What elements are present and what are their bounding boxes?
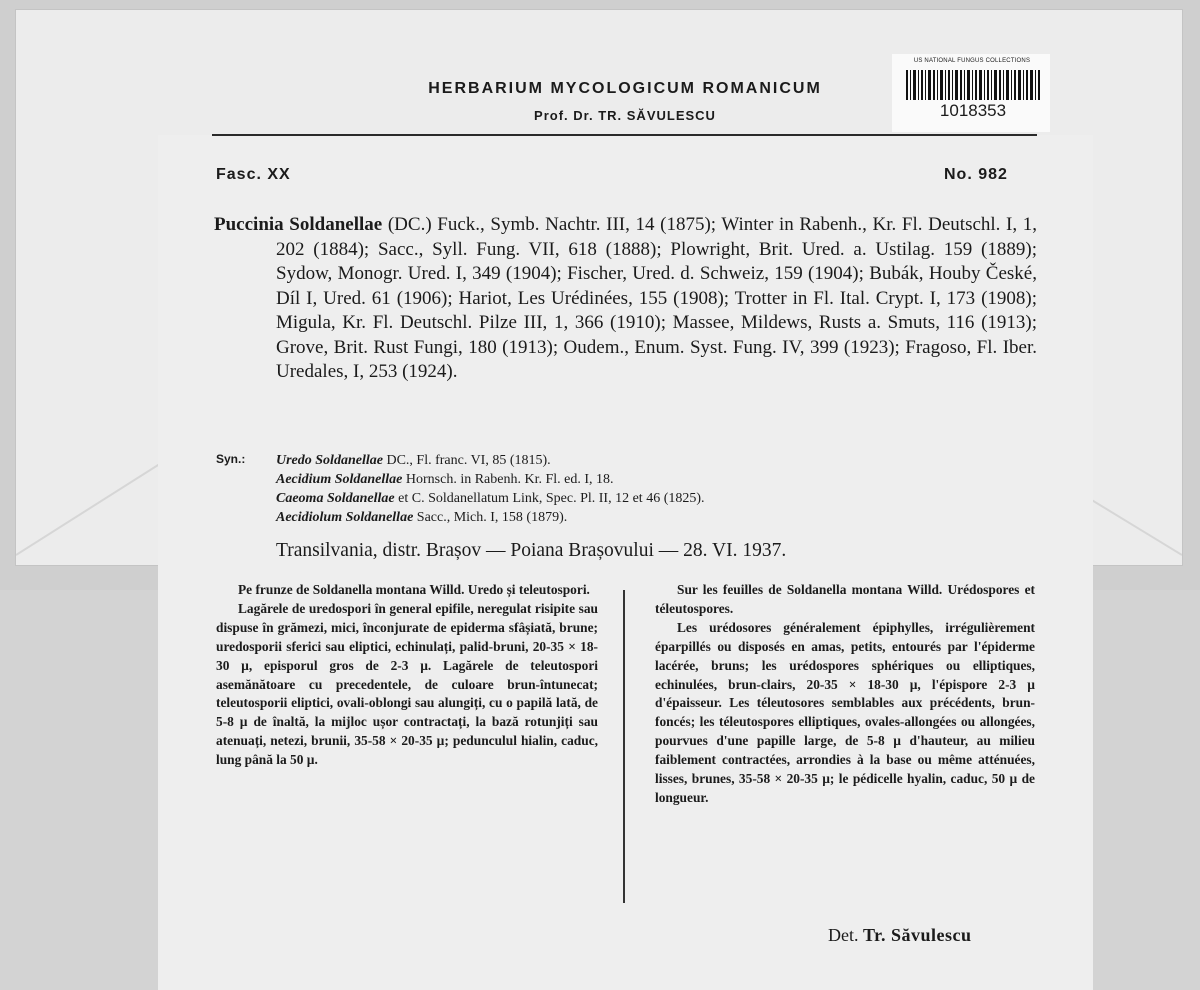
herbarium-subtitle: Prof. Dr. TR. SĂVULESCU [534,108,716,123]
species-name: Puccinia Soldanellae [214,214,383,235]
collection-locality: Transilvania, distr. Brașov — Poiana Brașovului — 28. VI. 1937. [276,540,787,561]
determiner [828,925,972,946]
header-rule [212,134,1037,136]
synonym-item: Caeoma Soldanellae et C. Soldanellatum Link, Spec. Pl. II, 12 et 46 (1825). [276,491,705,506]
barcode-caption: US NATIONAL FUNGUS COLLECTIONS [913,58,1031,64]
column-divider [623,590,625,903]
synonyms-label: Syn.: [216,452,246,466]
description-french [655,581,1035,808]
barcode-number: 1018353 [939,101,1007,120]
barcode-icon [906,70,1040,100]
determiner-prefix: Det. [828,925,859,945]
determiner-name: Tr. Săvulescu [863,925,972,945]
synonym-item: Aecidiolum Soldanellae Sacc., Mich. I, 158 (1879). [276,510,568,525]
romanian-paragraph: Pe frunze de Soldanella montana Willd. Uredo și teleutospori. [238,582,590,597]
synonyms-list [276,451,1036,527]
synonym-item: Uredo Soldanellae DC., Fl. franc. VI, 85 (1815). [276,453,551,468]
specimen-number: No. 982 [944,166,1008,183]
fascicle-number: Fasc. XX [216,166,291,183]
species-citation [214,213,1037,385]
description-romanian [216,581,598,770]
french-paragraph: Les urédosores généralement épiphylles, irrégulièrement éparpillés ou disposés en amas, petits, entourés par l'épiderme lacérée, bruns; les urédospores sphériques ou elliptiques, echinulées, brun-clairs, 20-35 × 18-30 µ, l'épispore 2-3 µ d'épaisseur. Les téleutosores semblables aux précédents, brun-foncés; les téleutospores elliptiques, ovales-allongées ou allongées, pourvues d'une papille large, de 5-8 µ d'hauteur, au milieu faiblement contractées, arrondies à la base ou même atténuées, lisses, brunes, 35-58 × 20-35 µ; le pédicelle hyalin, caduc, 50 µ de longueur. [655,619,1035,805]
synonym-item: Aecidium Soldanellae Hornsch. in Rabenh. Kr. Fl. ed. I, 18. [276,472,614,487]
herbarium-title: HERBARIUM MYCOLOGICUM ROMANICUM [428,80,822,97]
romanian-paragraph: Lagărele de uredospori în general epifile, neregulat risipite sau dispuse în grămezi, mici, înconjurate de epiderma sfâșiată, brune; uredosporii sferici sau eliptici, echinulați, palid-bruni, 20-35 × 18-30 µ, episporul gros de 2-3 µ. Lagărele de teleutospori asemănătoare cu precedentele, de culoare brun-întunecat; teleutosporii eliptici, ovali-oblongi sau alungiți, cu o papilă lată, de 5-8 µ de înaltă, la mijloc ușor contractați, la bază rotunjiți sau atenuați, netezi, brunii, 35-58 × 20-35 µ; pedunculul hialin, caduc, lung până la 50 µ. [216,600,598,768]
citation-text: (DC.) Fuck., Symb. Nachtr. III, 14 (1875); Winter in Rabenh., Kr. Fl. Deutschl. I, 1, 202 (1884); Sacc., Syll. Fung. VII, 618 (1888); Plowright, Brit. Ured. a. Ustilag. 159 (1889); Sydow, Monogr. Ured. I, 349 (1904); Fischer, Ured. d. Schweiz, 159 (1904); Bubák, Houby České, Díl I, Ured. 61 (1906); Hariot, Les Urédinées, 155 (1908); Trotter in Fl. Ital. Crypt. I, 173 (1908); Migula, Kr. Fl. Deutschl. Pilze III, 1, 366 (1910); Massee, Mildews, Rusts a. Smuts, 116 (1913); Grove, Brit. Rust Fungi, 180 (1913); Oudem., Enum. Syst. Fung. IV, 399 (1923); Fragoso, Fl. Iber. Uredales, I, 253 (1924). [276,214,1038,382]
french-paragraph: Sur les feuilles de Soldanella montana Willd. Urédospores et téleutospores. [655,582,1035,616]
